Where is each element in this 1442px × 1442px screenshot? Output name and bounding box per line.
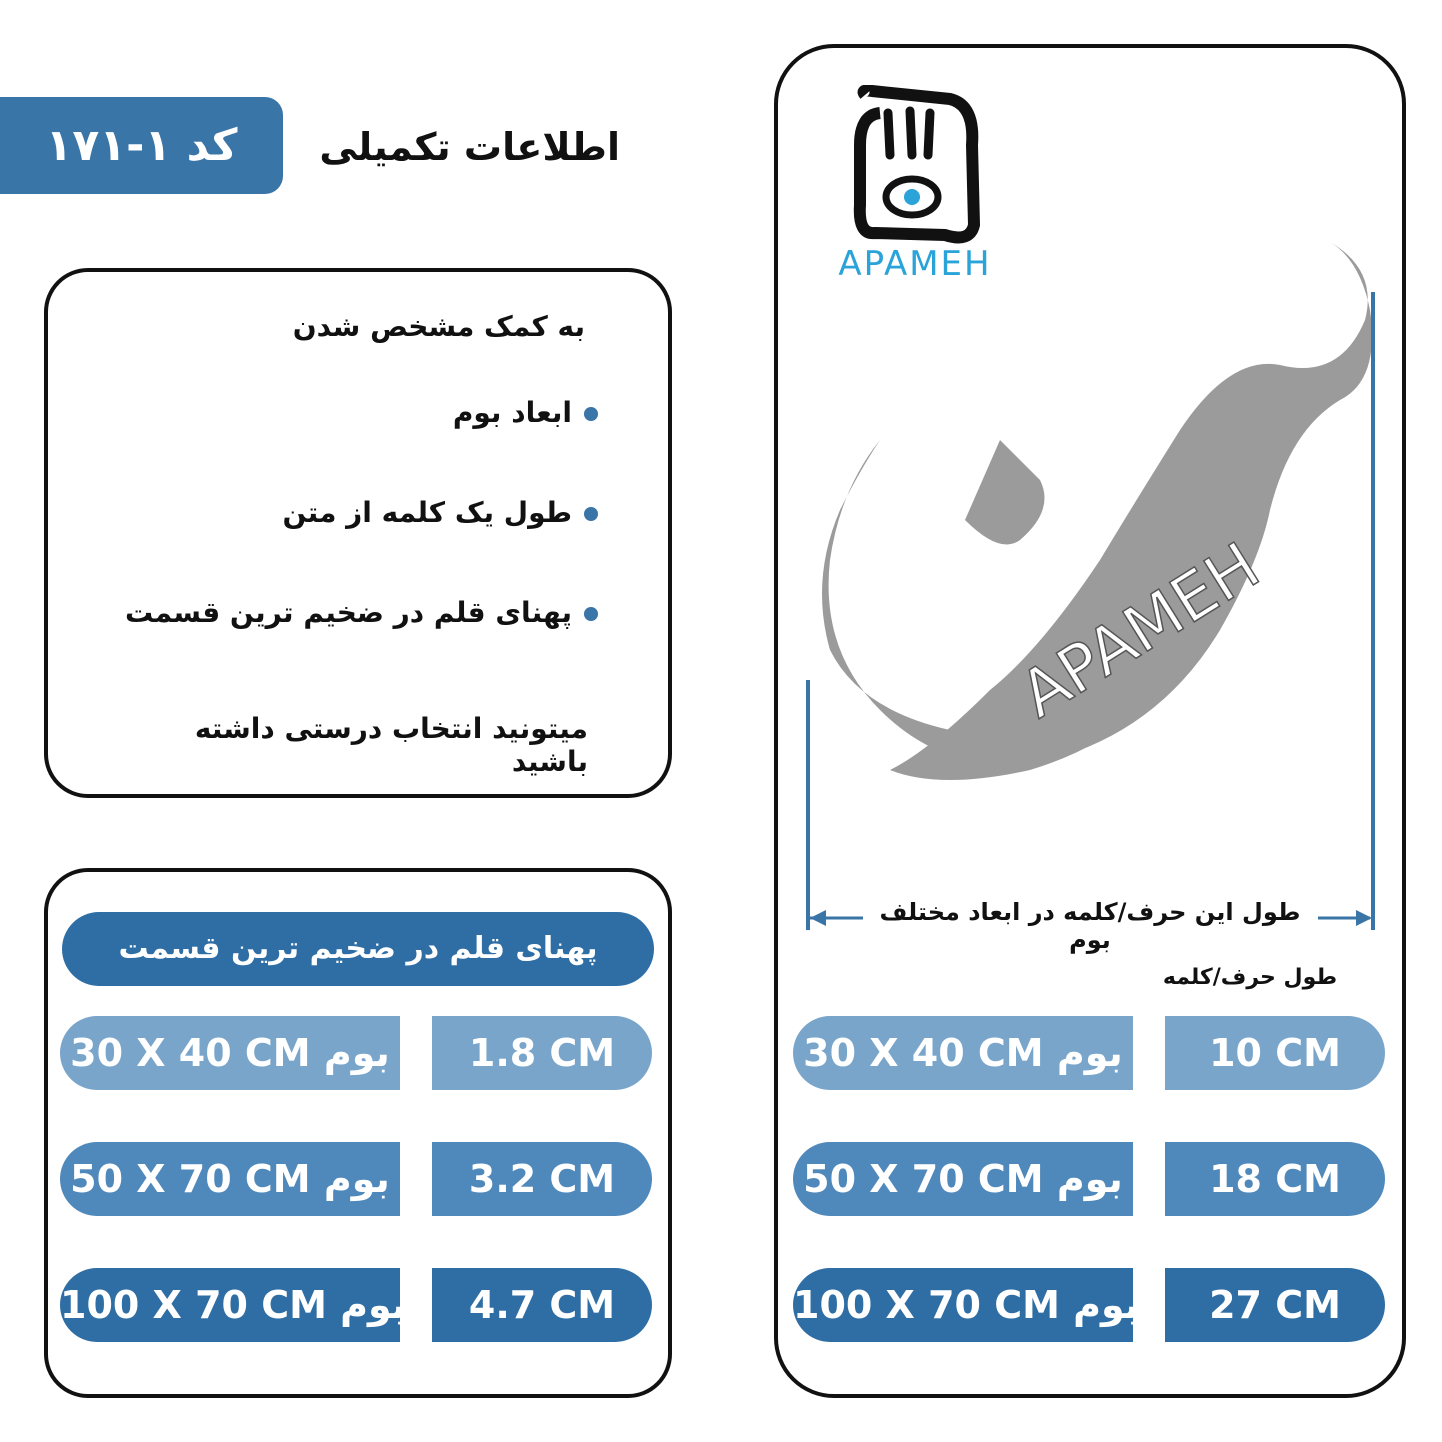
pen-row-value-1: 1.8 CM (432, 1016, 652, 1090)
pen-row-canvas-1 (60, 1016, 400, 1090)
glyph-dot (965, 440, 1045, 545)
page-title: اطلاعات تکمیلی (319, 125, 620, 169)
measure-line-right (1371, 292, 1375, 930)
column-caption: طول حرف/کلمه (1162, 965, 1338, 990)
pen-width-header: پهنای قلم در ضخیم ترین قسمت (62, 912, 654, 986)
logo-text: APAMEH (838, 244, 992, 284)
bullet-label: پهنای قلم در ضخیم ترین قسمت (124, 596, 572, 629)
bullet-label: طول یک کلمه از متن (282, 496, 572, 529)
pen-row-canvas-2 (60, 1142, 400, 1216)
info-bullet-pen-width (120, 596, 598, 629)
canvas-word: بوم (340, 1283, 407, 1327)
canvas-size: 100 X 70 CM (60, 1283, 327, 1327)
canvas-word: بوم (1073, 1283, 1140, 1327)
info-bullet-canvas (200, 396, 598, 429)
length-row-value-1: 10 CM (1165, 1016, 1385, 1090)
length-row-value-3: 27 CM (1165, 1268, 1385, 1342)
canvas-size: 30 X 40 CM (70, 1031, 311, 1075)
bullet-icon (584, 607, 598, 621)
canvas-size: 50 X 70 CM (803, 1157, 1044, 1201)
product-code-badge: کد ۱-۱۷۱ (0, 97, 283, 194)
calligraphy-glyph (800, 230, 1390, 830)
bullet-label: ابعاد بوم (452, 396, 572, 429)
length-row-canvas-3 (793, 1268, 1140, 1342)
length-row-canvas-1 (793, 1016, 1133, 1090)
info-footer: میتونید انتخاب درستی داشته باشید (194, 712, 588, 778)
canvas-word: بوم (323, 1031, 390, 1075)
measure-line-left (806, 680, 810, 930)
canvas-word: بوم (1056, 1157, 1123, 1201)
pen-row-value-2: 3.2 CM (432, 1142, 652, 1216)
info-bullet-word-length (200, 496, 598, 529)
bullet-icon (584, 507, 598, 521)
pen-row-value-3: 4.7 CM (432, 1268, 652, 1342)
length-row-canvas-2 (793, 1142, 1133, 1216)
canvas-size: 30 X 40 CM (803, 1031, 1044, 1075)
canvas-size: 50 X 70 CM (70, 1157, 311, 1201)
watermark-text: APAMEH (1007, 529, 1273, 733)
bullet-icon (584, 407, 598, 421)
pen-row-canvas-3 (60, 1268, 407, 1342)
canvas-size: 100 X 70 CM (793, 1283, 1060, 1327)
length-row-value-2: 18 CM (1165, 1142, 1385, 1216)
canvas-word: بوم (323, 1157, 390, 1201)
length-caption: طول این حرف/کلمه در ابعاد مختلف بوم (879, 898, 1301, 954)
canvas-word: بوم (1056, 1031, 1123, 1075)
info-heading: به کمک مشخص شدن (292, 310, 585, 343)
